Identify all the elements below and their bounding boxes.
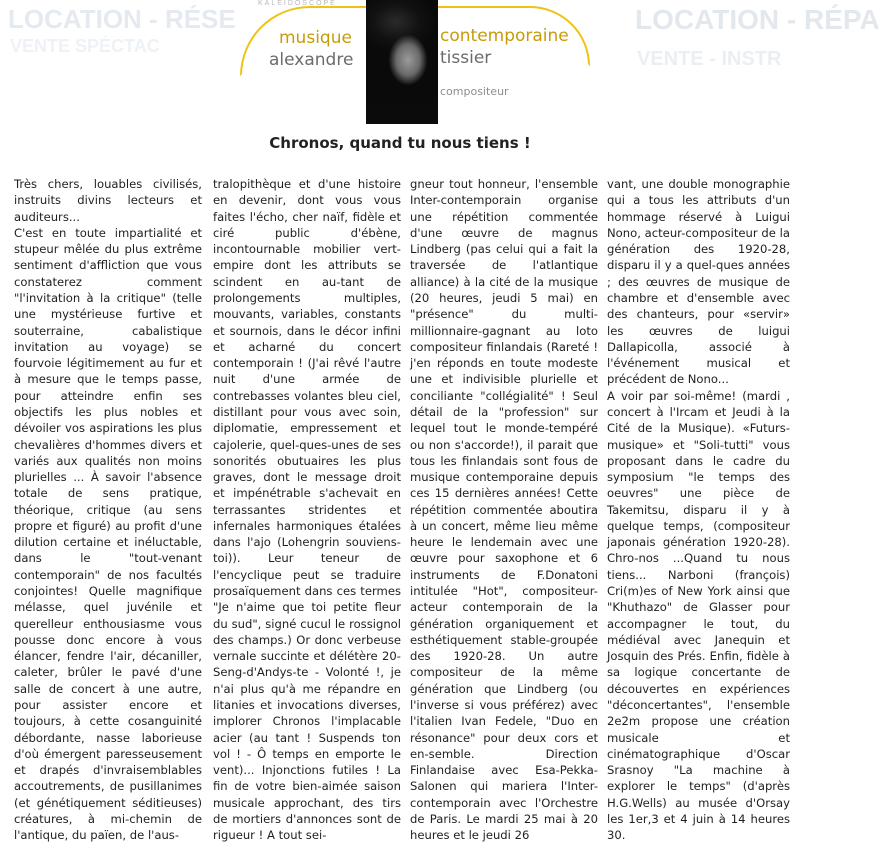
rubric-label: KALEIDOSCOPE bbox=[258, 0, 337, 7]
article-column-2: tralopithèque et d'une histoire en devenir, dont vous vous faites l'écho, cher naïf, fidèle et ciré public d'ébène, incontournable mobilier vert-empire dont les attributs se scindent en au-tant de prolongements multiples, mouvants, variables, constants et sournois, dans le décor infini et acharné du concert contemporain ! (J'ai rêvé l'autre nuit d'une armée de contrebasses volantes bleu ciel, distillant pour vous avec soin, diplomatie, empressement et cajolerie, quel-ques-unes de ses sonorités obutuaires les plus graves, dont le message droit et impénétrable s'achevait en terrassantes stridentes et infernales harmoniques étalées dans l'ajo (Lohengrin souviens-toi)). Leur teneur de l'encyclique peut se traduire prosaïquement dans ces termes "Je n'aime que toi petite fleur du sud", signé cucul le rossignol des champs.) Or donc verbeuse vernale succinte et délétère 20-Seng-d'Andys-te - Volonté !, je n'ai plus qu'à me répandre en litanies et invocations diverses, implorer Chronos l'implacable acier (au tant ! Suspends ton vol ! - Ô temps en emporte le vent)... Injonctions futiles ! La fin de votre bien-aimée saison musicale approchant, des tirs de mortiers d'annonces sont de rigueur ! A tout sei- bbox=[213, 177, 401, 843]
ghost-line: LOCATION - RÉSE bbox=[8, 4, 236, 34]
author-photo bbox=[366, 0, 438, 124]
author-last-name: tissier bbox=[440, 48, 492, 68]
article-column-1: Très chers, louables civilisés, instruits divins lecteurs et auditeurs... C'est en toute impartialité et stupeur mêlée du plus extrême sentiment d'affliction que vous constaterez comment "l'invitation à la critique" (telle une mystérieuse furtive et souterraine, cabalistique invitation au voyage) se fourvoie légitimement au fur et à mesure que le temps passe, pour atteindre enfin ses objectifs les plus nobles et dévoiler vos aspirations les plus chevalières d'hommes divers et variés aux qualités non moins plurielles ... À savoir l'absence totale de sens pratique, théorique, critique (au sens propre et figuré) au profit d'une dilution certaine et inéluctable, dans le "tout-venant contemporain" de nos facultés conjointes! Quelle magnifique mélasse, quel juvénile et querelleur enthousiasme vous pousse donc encore à vous élancer, fendre l'air, décaniller, caleter, brûler le pavé d'une salle de concert à une autre, pour assister encore et toujours, à cette cosanguinité débordante, nasse laborieuse d'où émergent paresseusement et drapés d'invraisemblables accoutrements, de pusillanimes (et génétiquement séditieuses) créatures, à mi-chemin de l'antique, du païen, de l'aus- bbox=[14, 177, 202, 843]
author-role: compositeur bbox=[440, 85, 509, 98]
category-left: musique bbox=[279, 28, 352, 48]
facing-page-ghost-text-right bbox=[635, 4, 880, 124]
ghost-line: VENTE - INSTR bbox=[637, 48, 782, 70]
article-column-3: gneur tout honneur, l'ensemble Inter-contemporain organise une répétition commentée d'une œuvre de magnus Lindberg (pas celui qui a fait la traversée de l'atlantique alliance) à la cité de la musique (20 heures, jeudi 5 mai) en "présence" du multi-millionnaire-gagnant au loto compositeur finlandais (Rareté ! j'en réponds en toute modeste une et indivisible plurielle et conciliante "collégialité" ! Seul détail de la "profession" sur lequel tout le monde-tempéré ou non s'accorde!), il parait que tous les finlandais sont fous de musique contemporaine depuis ces 15 dernières années! Cette répétition commentée aboutira à un concert, même lieu même heure le lendemain avec une œuvre pour saxophone et 6 instruments de F.Donatoni intitulée "Hot", compositeur-acteur contemporain de la génération organiquement et esthétiquement stable-groupée des 1920-28. Un autre compositeur de la même génération que Lindberg (ou l'inverse si vous préférez) avec l'italien Ivan Fedele, "Duo en résonance" pour deux cors et en-semble. Direction Finlandaise avec Esa-Pekka-Salonen qui mariera l'Inter-contemporain avec l'Orchestre de Paris. Le mardi 25 mai à 20 heures et le jeudi 26 bbox=[410, 177, 598, 843]
ghost-line: LOCATION - RÉPA bbox=[635, 4, 880, 35]
category-right: contemporaine bbox=[440, 26, 569, 46]
article-title: Chronos, quand tu nous tiens ! bbox=[269, 134, 531, 152]
ghost-line: VENTE SPÉCTAC bbox=[10, 36, 160, 56]
article-column-4: vant, une double monographie qui a tous les attributs d'un hommage réservé à Luigui Nono, acteur-compositeur de la génération des 1920-28, disparu il y a quel-ques années ; des œuvres de musique de chambre et d'ensemble avec des chanteurs, pour «servir» les œuvres de luigui Dallapicolla, associé à l'événement musical et précédent de Nono... A voir par soi-même! (mardi , concert à l'Ircam et Jeudi à la Cité de la Musique). «Futurs-musique» et "Soli-tutti" vous proposant dans le cadre du symposium "le temps des oeuvres" une pièce de Takemitsu, disparu il y à quelque temps, (compositeur japonais génération 1920-28). Chro-nos ...Quand tu nous tiens... Narboni (françois) Cri(m)es of New York ainsi que "Khuthazo" de Glasser pour accompagner le tout, du médiéval avec Janequin et Josquin des Prés. Enfin, fidèle à sa logique concertante de découvertes en expériences "déconcertantes", l'ensemble 2e2m propose une création musicale et cinématographique d'Oscar Srasnoy "La machine à explorer le temps" (d'après H.G.Wells) au musée d'Orsay les 1er,3 et 4 juin à 14 heures 30. bbox=[607, 177, 790, 843]
author-first-name: alexandre bbox=[269, 50, 354, 70]
